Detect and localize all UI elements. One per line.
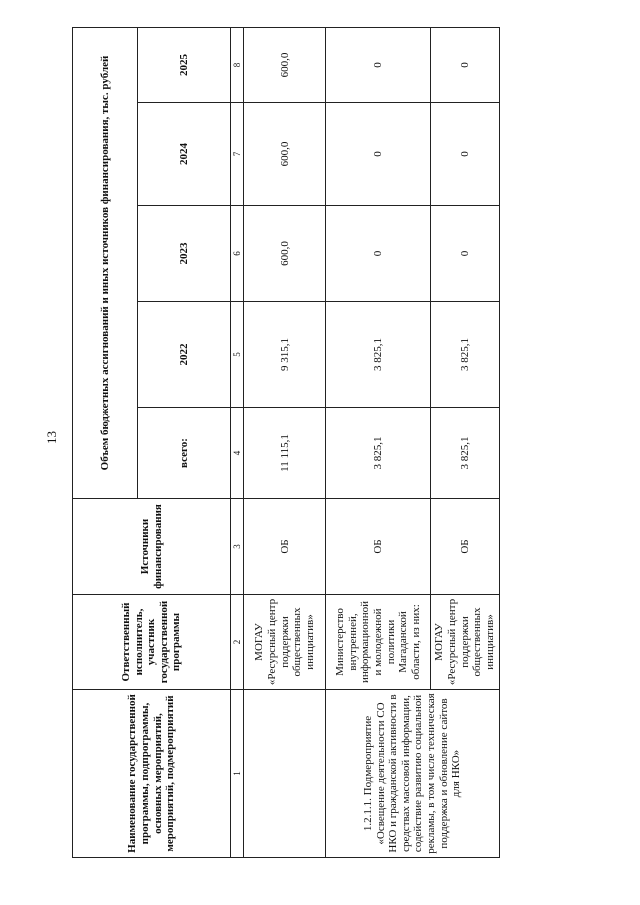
row-2023: 600,0 (244, 206, 326, 302)
budget-table-container (72, 28, 496, 858)
row-total: 3 825,1 (431, 408, 499, 499)
column-number: 1 (231, 690, 244, 858)
row-2024: 0 (431, 103, 499, 206)
row-2025: 0 (431, 27, 499, 102)
budget-table (72, 27, 500, 858)
column-number: 2 (231, 595, 244, 690)
table-row (244, 27, 326, 857)
row-total: 3 825,1 (326, 408, 431, 499)
row-executor: Министерство внутренней, информационной и молодежной политики Магаданской области, из них: (326, 595, 431, 690)
column-number: 8 (231, 27, 244, 102)
column-number: 4 (231, 408, 244, 499)
header-total: всего: (138, 408, 231, 499)
row-source: ОБ (244, 499, 326, 595)
row-total: 11 115,1 (244, 408, 326, 499)
row-2022: 3 825,1 (326, 302, 431, 408)
row-executor: МОГАУ «Ресурсный центр поддержки общественных инициатив» (244, 595, 326, 690)
row-2025: 0 (326, 27, 431, 102)
header-2024: 2024 (138, 103, 231, 206)
row-2023: 0 (431, 206, 499, 302)
column-number-row (231, 27, 244, 857)
column-number: 5 (231, 302, 244, 408)
column-number: 7 (231, 103, 244, 206)
header-source: Источники финансирования (73, 499, 231, 595)
header-2023: 2023 (138, 206, 231, 302)
row-source: ОБ (326, 499, 431, 595)
column-number: 6 (231, 206, 244, 302)
row-2024: 0 (326, 103, 431, 206)
row-2022: 9 315,1 (244, 302, 326, 408)
table-row (326, 27, 431, 857)
row-name (244, 690, 326, 858)
column-number: 3 (231, 499, 244, 595)
row-executor: МОГАУ «Ресурсный центр поддержки общественных инициатив» (431, 595, 499, 690)
header-2022: 2022 (138, 302, 231, 408)
row-2023: 0 (326, 206, 431, 302)
row-2025: 600,0 (244, 27, 326, 102)
header-2025: 2025 (138, 27, 231, 102)
header-executor: Ответственный исполнитель, участник государственной программы (73, 595, 231, 690)
header-name: Наименование государственной программы, подпрограммы, основных мероприятий, мероприятий, подмероприятий (73, 690, 231, 858)
page-number: 13 (44, 431, 59, 444)
row-2024: 600,0 (244, 103, 326, 206)
header-volume: Объем бюджетных ассигнований и иных источников финансирования, тыс. рублей (73, 27, 138, 498)
row-name: 1.2.1.1. Подмероприятие «Освещение деятельности СО НКО и гражданской активности в средствах массовой информации, содействие развитию социальной рекламы, в том числе техническая поддержка и обновление сайтов для НКО» (326, 690, 499, 858)
header-row-1 (73, 27, 138, 857)
row-source: ОБ (431, 499, 499, 595)
row-2022: 3 825,1 (431, 302, 499, 408)
